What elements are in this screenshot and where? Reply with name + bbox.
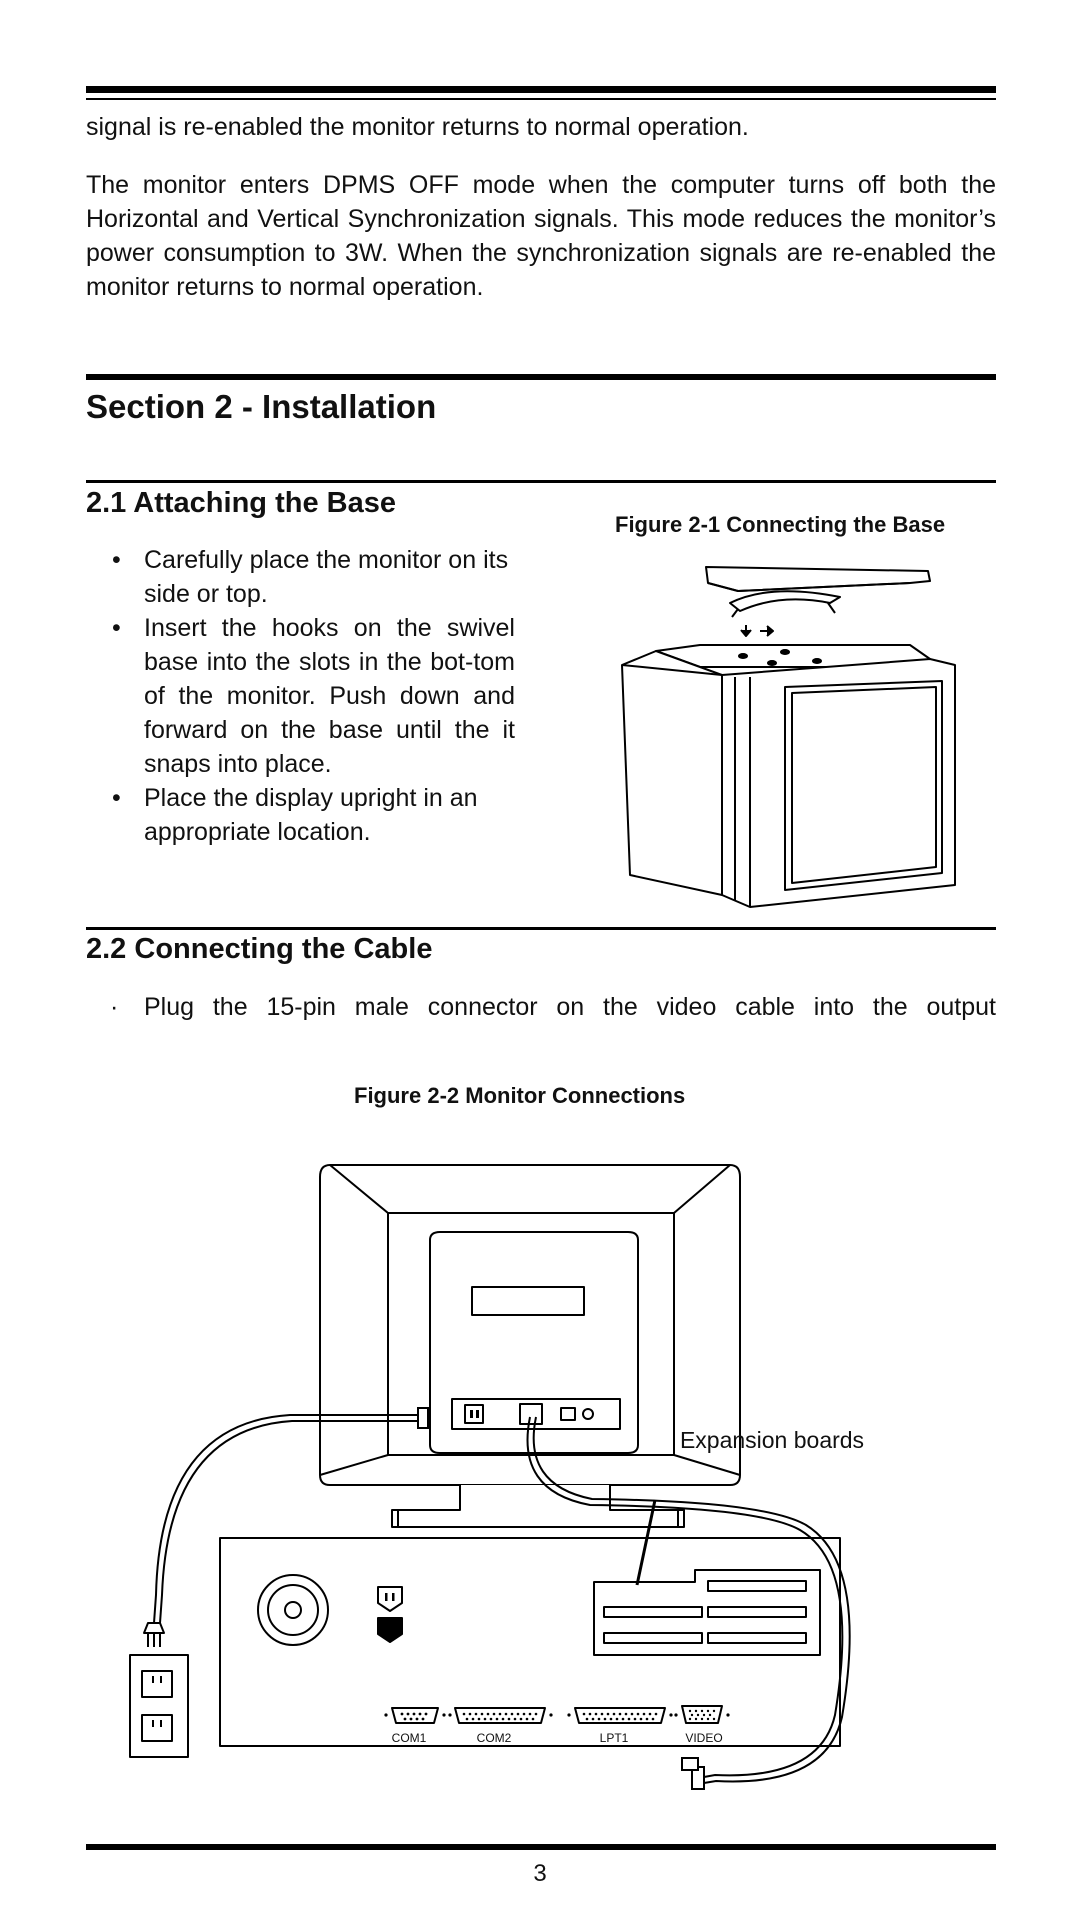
subsection-rule-2-2 bbox=[86, 927, 996, 930]
base-instructions-list bbox=[110, 543, 515, 849]
figure-2-2-caption: Figure 2-2 Monitor Connections bbox=[354, 1083, 686, 1108]
figure-2-1-monitor-base bbox=[610, 555, 970, 910]
section-title: Section 2 - Installation bbox=[86, 388, 437, 425]
bullet-icon: • bbox=[112, 784, 121, 812]
com2-label: COM2 bbox=[476, 1731, 512, 1745]
list-item bbox=[110, 781, 515, 849]
figure-2-2-monitor-connections bbox=[120, 1155, 920, 1805]
section-rule bbox=[86, 374, 996, 380]
top-rule-thick bbox=[86, 86, 996, 93]
cable-instruction bbox=[110, 990, 996, 1024]
subsection-title-2-1: 2.1 Attaching the Base bbox=[86, 487, 396, 519]
bullet-icon: · bbox=[110, 993, 119, 1021]
lpt1-label: LPT1 bbox=[599, 1731, 629, 1745]
list-item bbox=[110, 543, 515, 611]
subsection-rule-2-1 bbox=[86, 480, 996, 483]
com1-label: COM1 bbox=[391, 1731, 427, 1745]
bottom-rule bbox=[86, 1844, 996, 1850]
dpms-paragraph: The monitor enters DPMS OFF mode when the computer turns off both the Horizontal and Vertical Synchronization signals. This mode reduces the monitor’s power consumption to 3W. When the synchronization signals are re-enabled the monitor returns to normal operation. bbox=[86, 171, 996, 301]
video-label: VIDEO bbox=[685, 1731, 723, 1745]
continued-paragraph: signal is re-enabled the monitor returns to normal operation. bbox=[86, 113, 749, 141]
list-item bbox=[110, 611, 515, 781]
subsection-title-2-2: 2.2 Connecting the Cable bbox=[86, 933, 433, 965]
list-item-text: Carefully place the monitor on its side or top. bbox=[144, 546, 509, 608]
top-rule-thin bbox=[86, 98, 996, 100]
bullet-icon: • bbox=[112, 546, 121, 574]
page-number: 3 bbox=[533, 1860, 547, 1887]
figure-2-1-caption: Figure 2-1 Connecting the Base bbox=[615, 512, 946, 537]
cable-instruction-text: Plug the 15-pin male connector on the video cable into the output bbox=[144, 993, 996, 1021]
list-item-text: Place the display upright in an appropriate location. bbox=[144, 784, 478, 846]
expansion-boards-label: Expansion boards bbox=[679, 1427, 865, 1453]
list-item-text: Insert the hooks on the swivel base into the slots in the bot-tom of the monitor. Push down and forward on the base until the it snaps into place. bbox=[144, 614, 515, 778]
bullet-icon: • bbox=[112, 614, 121, 642]
